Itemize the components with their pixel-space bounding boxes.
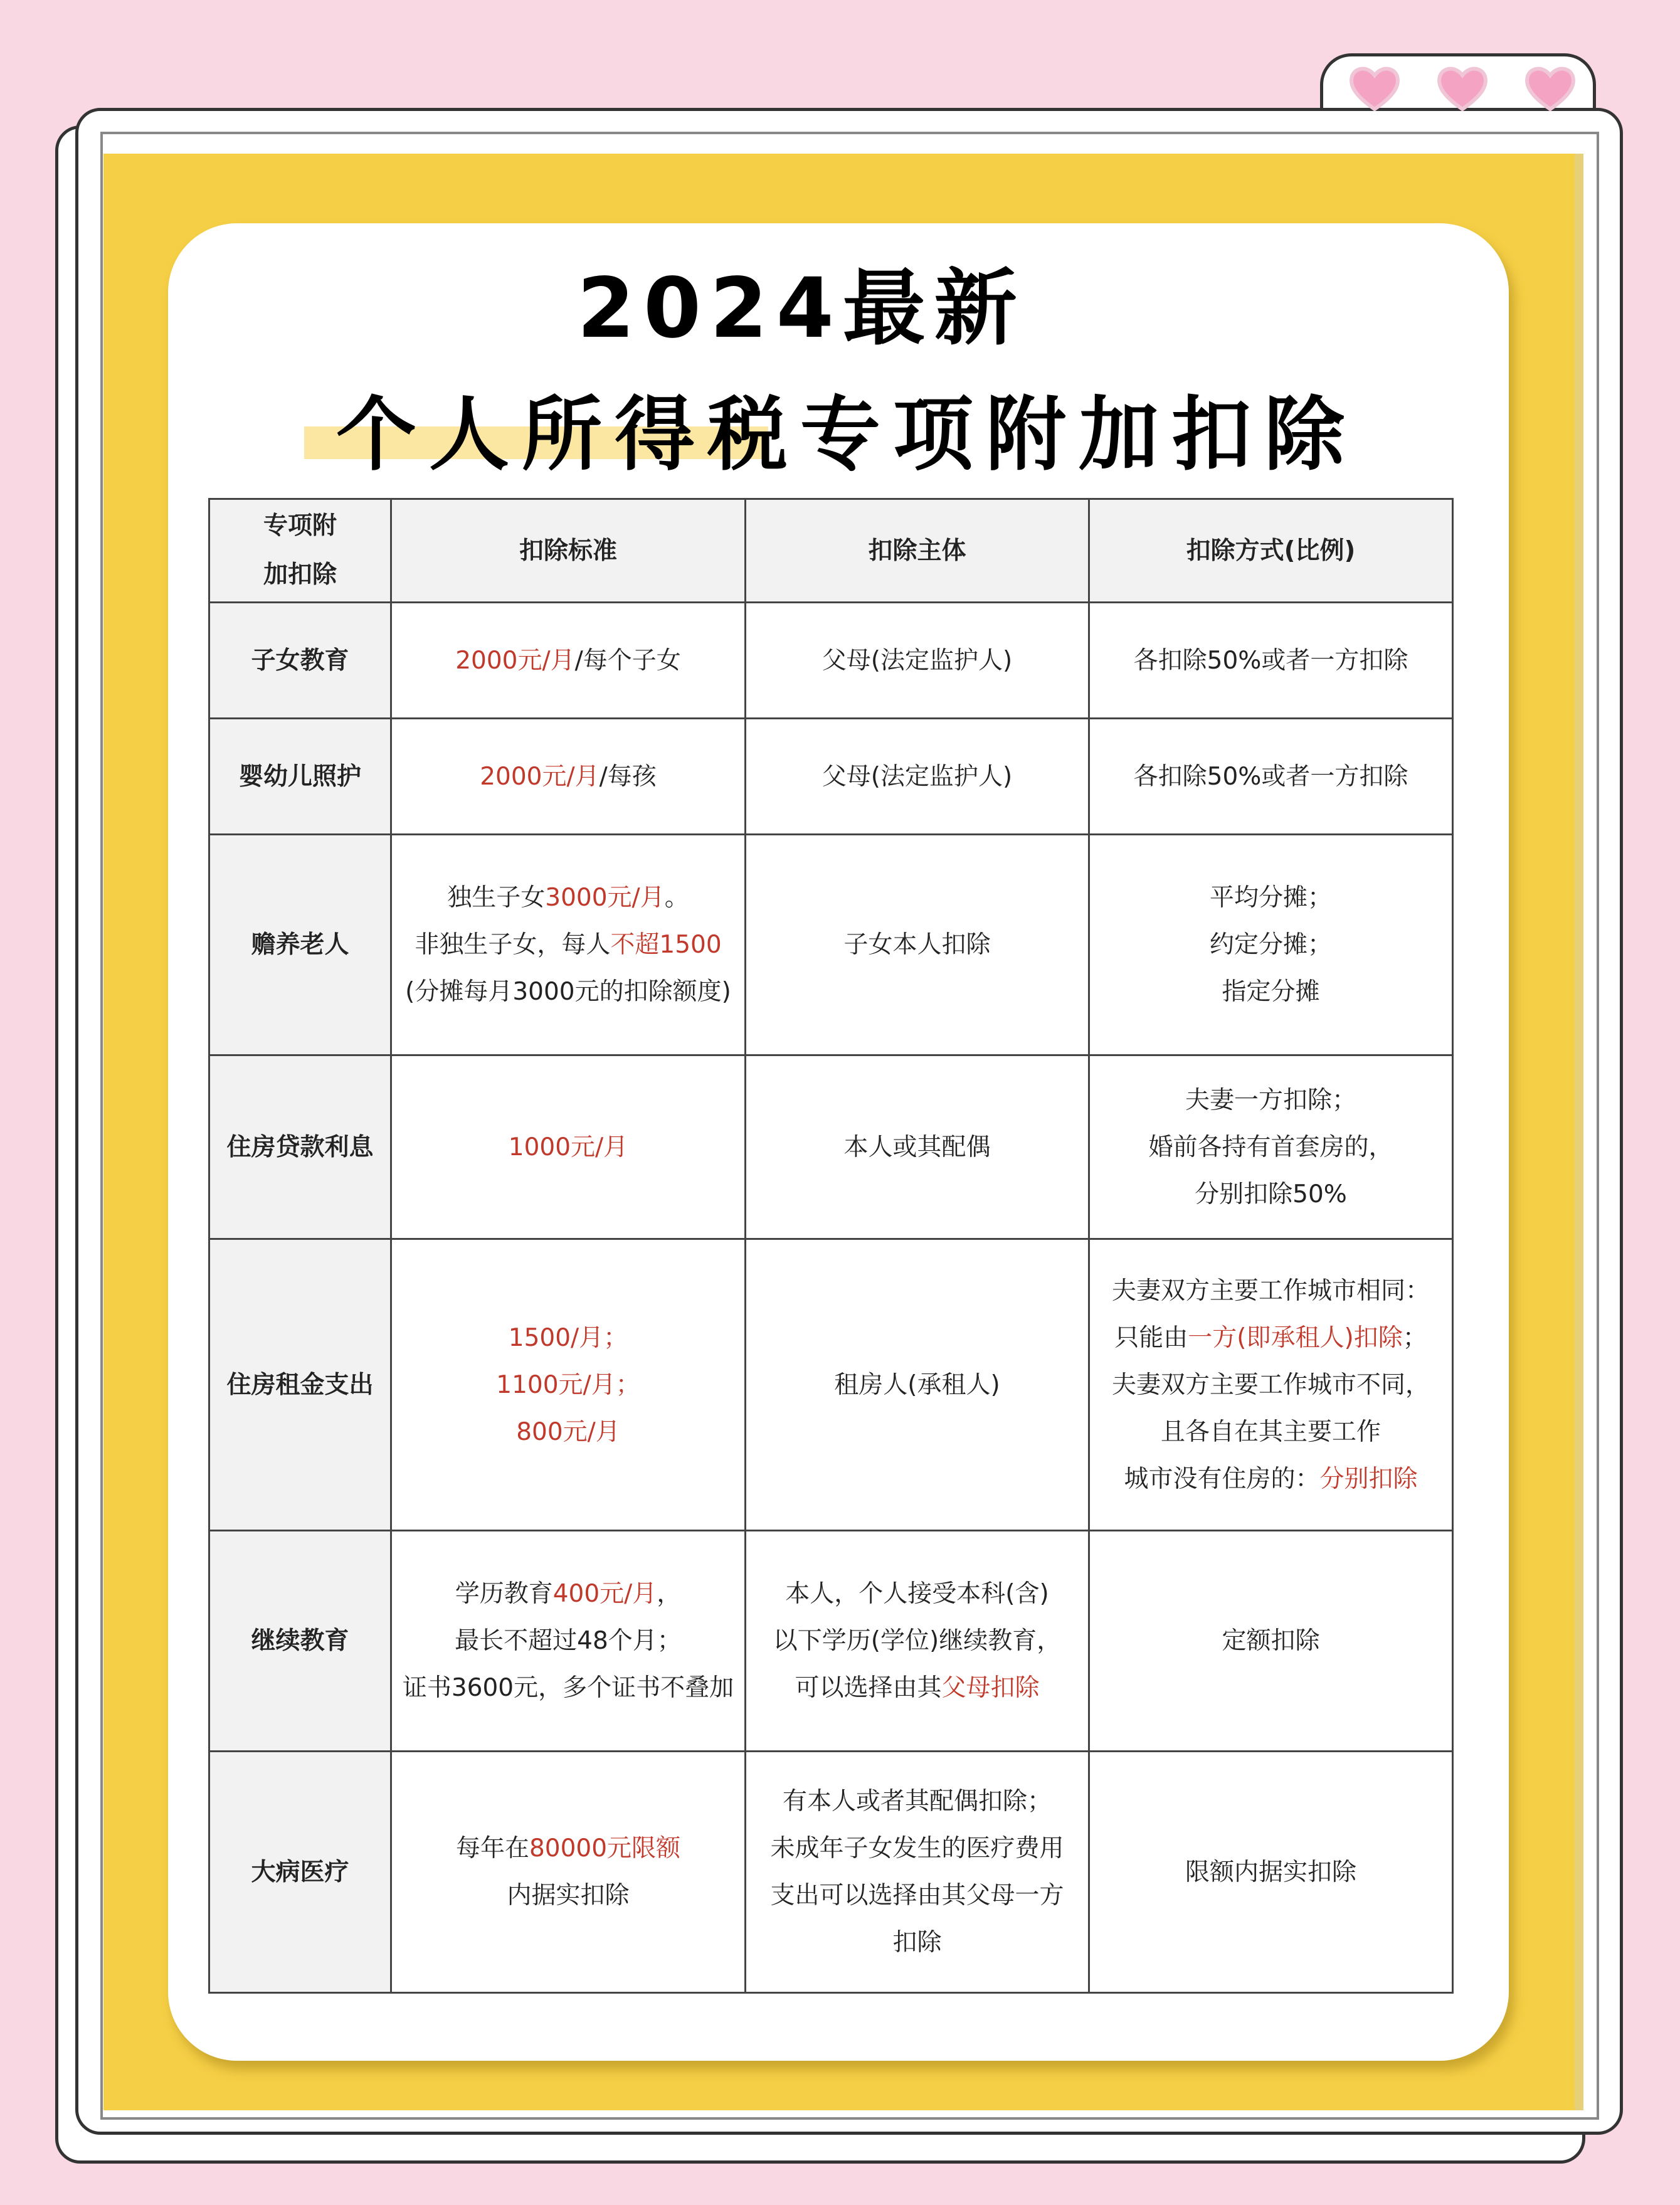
cell-text: ，	[657, 1580, 682, 1608]
cell-line	[749, 1872, 1086, 1919]
cell-text: 以下学历(学位)继续教育，	[773, 1627, 1062, 1655]
header-item: 专项附加扣除	[209, 499, 391, 603]
item-name-cell: 赡养老人	[209, 835, 391, 1055]
cell-line	[1092, 1077, 1449, 1124]
cell-text: 夫妻双方主要工作城市不同，	[1111, 1370, 1430, 1399]
item-name-cell: 子女教育	[209, 603, 391, 719]
item-name-cell: 住房贷款利息	[209, 1055, 391, 1239]
cell-line	[749, 753, 1086, 800]
cell-text: 未成年子女发生的医疗费用	[770, 1834, 1064, 1863]
cell-line	[394, 968, 742, 1015]
cell-text: 父母(法定监护人)	[822, 646, 1013, 675]
cell-text: 扣除	[892, 1928, 942, 1957]
item-name-cell: 住房租金支出	[209, 1239, 391, 1531]
cell-text: 城市没有住房的：	[1124, 1464, 1320, 1493]
cell-text: 子女本人扣除	[843, 931, 991, 959]
method-cell	[1089, 1239, 1453, 1531]
method-cell	[1089, 835, 1453, 1055]
subject-cell	[746, 1055, 1089, 1239]
cell-line	[1092, 1362, 1449, 1409]
cell-text: 每年在	[455, 1834, 529, 1863]
cell-line	[1092, 1456, 1449, 1503]
cell-text: 学历教育	[455, 1580, 553, 1608]
standard-cell	[391, 603, 746, 719]
cell-text: 非独生子女，每人	[415, 931, 611, 959]
cell-line	[1092, 968, 1449, 1015]
cell-line	[749, 1825, 1086, 1872]
cell-text: (分摊每月3000元的扣除额度)	[405, 978, 731, 1006]
cell-line	[1092, 921, 1449, 968]
table-row	[209, 1531, 1453, 1752]
standard-cell	[391, 835, 746, 1055]
subject-cell	[746, 835, 1089, 1055]
cell-line	[1092, 1267, 1449, 1314]
cell-line	[394, 1872, 742, 1919]
cell-text: 租房人(承租人)	[834, 1370, 1000, 1399]
standard-cell	[391, 1055, 746, 1239]
cell-line	[394, 1124, 742, 1171]
cell-line	[394, 1314, 742, 1362]
table-row	[209, 603, 1453, 719]
item-name-cell: 婴幼儿照护	[209, 719, 391, 835]
cell-text: 约定分摊；	[1209, 931, 1332, 959]
heart-icon	[1436, 64, 1489, 112]
cell-line	[749, 1778, 1086, 1825]
table-row	[209, 1239, 1453, 1531]
cell-text: 平均分摊；	[1209, 884, 1332, 912]
cell-line	[749, 1124, 1086, 1171]
highlighted-text: 2000元/月	[480, 762, 600, 791]
cell-line	[394, 921, 742, 968]
cell-line	[1092, 1314, 1449, 1362]
cell-line	[1092, 1409, 1449, 1456]
method-cell	[1089, 1752, 1453, 1993]
cell-line	[749, 921, 1086, 968]
deduction-table	[208, 498, 1454, 1994]
item-name-cell: 大病医疗	[209, 1752, 391, 1993]
highlighted-text: 2000元/月	[455, 646, 575, 675]
cell-text: 可以选择由其	[795, 1674, 942, 1702]
cell-text: 只能由	[1114, 1323, 1188, 1352]
cell-text: 指定分摊	[1222, 978, 1320, 1006]
cell-text: 本人或其配偶	[843, 1133, 991, 1161]
cell-line	[749, 1570, 1086, 1617]
cell-text: 最长不超过48个月；	[455, 1627, 682, 1655]
cell-line	[1092, 874, 1449, 921]
highlighted-text: 1100元/月；	[496, 1370, 640, 1399]
cell-line	[394, 874, 742, 921]
cell-line	[1092, 1849, 1449, 1896]
table-header-row	[209, 499, 1453, 603]
cell-line	[394, 1825, 742, 1872]
standard-cell	[391, 719, 746, 835]
cell-line	[749, 1919, 1086, 1966]
subject-cell	[746, 1752, 1089, 1993]
subject-cell	[746, 1239, 1089, 1531]
hearts-decoration	[1348, 60, 1599, 116]
cell-text: 限额内据实扣除	[1185, 1858, 1356, 1886]
table-row	[209, 835, 1453, 1055]
header-standard: 扣除标准	[391, 499, 746, 603]
cell-text: 支出可以选择由其父母一方	[770, 1881, 1064, 1910]
subject-cell	[746, 603, 1089, 719]
highlighted-text: 父母扣除	[941, 1674, 1040, 1702]
cell-line	[394, 1570, 742, 1617]
cell-line	[1092, 1617, 1449, 1664]
cell-line	[394, 1664, 742, 1711]
cell-text: 独生子女	[447, 884, 546, 912]
cell-text: 婚前各持有首套房的，	[1148, 1133, 1393, 1161]
cell-line	[394, 1409, 742, 1456]
table-row	[209, 719, 1453, 835]
heart-icon	[1348, 64, 1401, 112]
cell-line	[394, 1617, 742, 1664]
cell-text: /每个子女	[574, 646, 681, 675]
cell-text: 。	[664, 884, 689, 912]
cell-line	[394, 1362, 742, 1409]
subject-cell	[746, 719, 1089, 835]
subject-cell	[746, 1531, 1089, 1752]
cell-text: 内据实扣除	[507, 1881, 630, 1910]
cell-text: /每孩	[599, 762, 657, 791]
cell-line	[1092, 753, 1449, 800]
method-cell	[1089, 1531, 1453, 1752]
standard-cell	[391, 1239, 746, 1531]
highlighted-text: 80000元限额	[529, 1834, 681, 1863]
cell-text: ；	[1402, 1323, 1427, 1352]
header-method: 扣除方式(比例)	[1089, 499, 1453, 603]
cell-text: 各扣除50%或者一方扣除	[1133, 646, 1408, 675]
cell-line	[1092, 1124, 1449, 1171]
cell-text: 夫妻双方主要工作城市相同：	[1111, 1276, 1430, 1305]
cell-text: 各扣除50%或者一方扣除	[1133, 762, 1408, 791]
cell-text: 证书3600元，多个证书不叠加	[402, 1674, 734, 1702]
method-cell	[1089, 719, 1453, 835]
heart-icon	[1524, 64, 1577, 112]
method-cell	[1089, 1055, 1453, 1239]
cell-line	[749, 637, 1086, 684]
cell-text: 有本人或者其配偶扣除；	[782, 1787, 1052, 1816]
highlighted-text: 1500/月；	[508, 1323, 628, 1352]
highlighted-text: 不超1500	[610, 931, 722, 959]
standard-cell	[391, 1531, 746, 1752]
highlighted-text: 一方(即承租人)扣除	[1188, 1323, 1403, 1352]
table-row	[209, 1055, 1453, 1239]
cell-line	[1092, 637, 1449, 684]
cell-line	[749, 1362, 1086, 1409]
cell-text: 本人，个人接受本科(含)	[785, 1580, 1049, 1608]
cell-text: 夫妻一方扣除；	[1185, 1086, 1356, 1114]
cell-text: 定额扣除	[1222, 1627, 1320, 1655]
standard-cell	[391, 1752, 746, 1993]
cell-line	[1092, 1171, 1449, 1218]
cell-text: 父母(法定监护人)	[822, 762, 1013, 791]
item-name-cell: 继续教育	[209, 1531, 391, 1752]
highlighted-text: 3000元/月	[545, 884, 665, 912]
method-cell	[1089, 603, 1453, 719]
header-subject: 扣除主体	[746, 499, 1089, 603]
cell-line	[749, 1617, 1086, 1664]
cell-line	[394, 637, 742, 684]
highlighted-text: 分别扣除	[1319, 1464, 1418, 1493]
highlighted-text: 1000元/月	[508, 1133, 628, 1161]
cell-line	[749, 1664, 1086, 1711]
cell-text: 且各自在其主要工作	[1160, 1417, 1381, 1446]
highlighted-text: 400元/月	[552, 1580, 657, 1608]
page-title-year: 2024最新	[577, 260, 1026, 357]
cell-line	[394, 753, 742, 800]
cell-text: 分别扣除50%	[1195, 1180, 1347, 1208]
highlighted-text: 800元/月	[516, 1417, 620, 1446]
table-row	[209, 1752, 1453, 1993]
page-title: 个人所得税专项附加扣除	[335, 388, 1357, 482]
